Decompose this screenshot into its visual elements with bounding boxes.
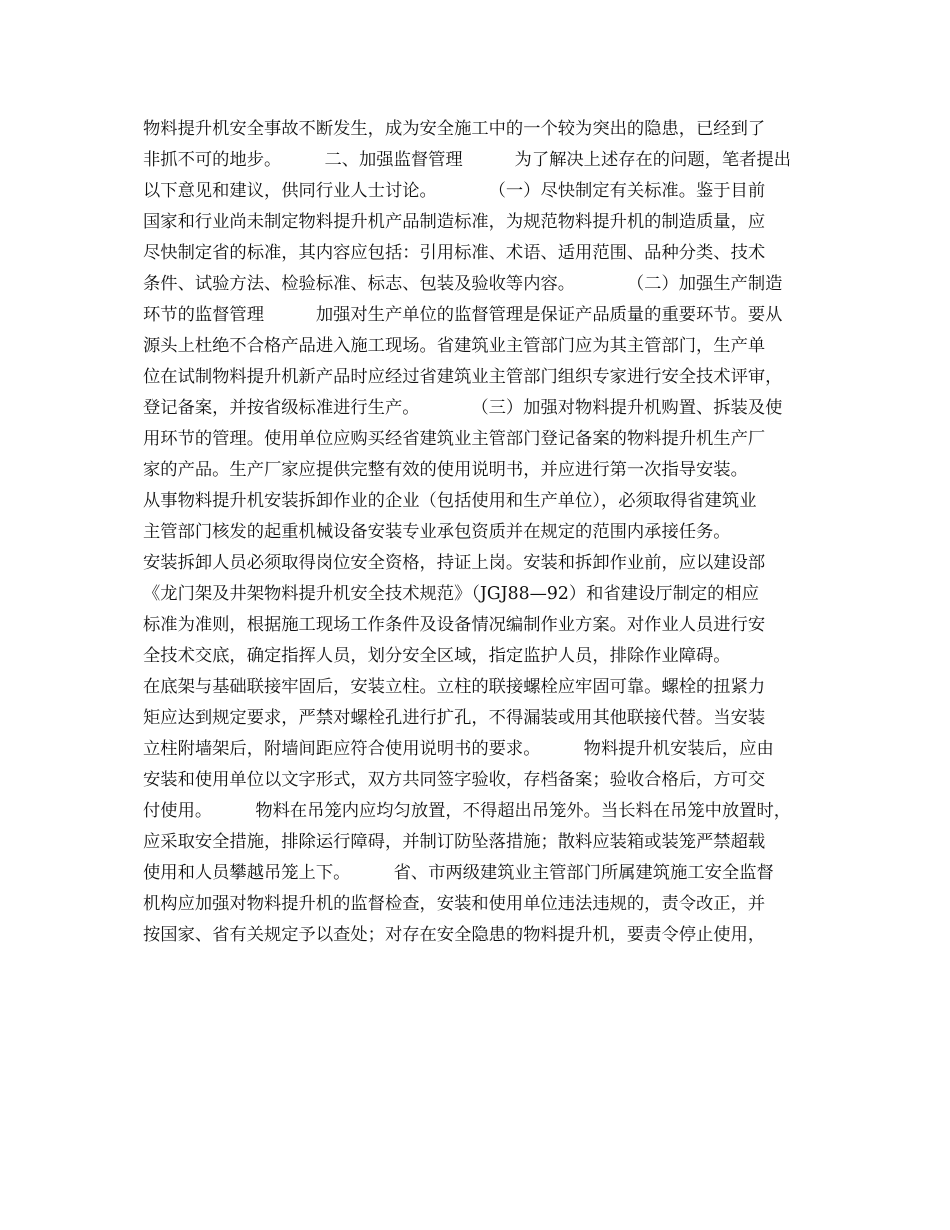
text-line: 国家和行业尚未制定物料提升机产品制造标准，为规范物料提升机的制造质量，应 — [143, 212, 766, 232]
text-line: 尽快制定省的标准，其内容应包括：引用标准、术语、适用范围、品种分类、技术 — [143, 243, 766, 263]
text-line: 全技术交底，确定指挥人员，划分安全区域，指定监护人员，排除作业障碍。 — [143, 646, 731, 666]
text-line: 主管部门核发的起重机械设备安装专业承包资质并在规定的范围内承接任务。 — [143, 522, 731, 542]
text-line: 源头上杜绝不合格产品进入施工现场。省建筑业主管部门应为其主管部门，生产单 — [143, 336, 766, 356]
text-line: 登记备案，并按省级标准进行生产。 （三）加强对物料提升机购置、拆装及使 — [143, 398, 783, 418]
text-line: 安装拆卸人员必须取得岗位安全资格，持证上岗。安装和拆卸作业前，应以建设部 — [143, 553, 766, 573]
body-text — [143, 114, 833, 951]
text-line: 付使用。 物料在吊笼内应均匀放置，不得超出吊笼外。当长料在吊笼中放置时， — [143, 801, 792, 821]
text-line: 环节的监督管理 加强对生产单位的监督管理是保证产品质量的重要环节。要从 — [143, 305, 783, 325]
text-line: 从事物料提升机安装拆卸作业的企业（包括使用和生产单位），必须取得省建筑业 — [143, 491, 757, 511]
text-line: 使用和人员攀越吊笼上下。 省、市两级建筑业主管部门所属建筑施工安全监督 — [143, 863, 774, 883]
text-line: 矩应达到规定要求，严禁对螺栓孔进行扩孔，不得漏装或用其他联接代替。当安装 — [143, 708, 766, 728]
text-line: 按国家、省有关规定予以查处；对存在安全隐患的物料提升机，要责令停止使用， — [143, 925, 766, 945]
text-line: 标准为准则，根据施工现场工作条件及设备情况编制作业方案。对作业人员进行安 — [143, 615, 766, 635]
text-line: 家的产品。生产厂家应提供完整有效的使用说明书，并应进行第一次指导安装。 — [143, 460, 748, 480]
text-line: 非抓不可的地步。 二、加强监督管理 为了解决上述存在的问题，笔者提出 — [143, 150, 792, 170]
text-line: 条件、试验方法、检验标准、标志、包装及验收等内容。 （二）加强生产制造 — [143, 274, 783, 294]
text-line: 物料提升机安全事故不断发生，成为安全施工中的一个较为突出的隐患，已经到了 — [143, 119, 766, 139]
text-line: 立柱附墙架后，附墙间距应符合使用说明书的要求。 物料提升机安装后，应由 — [143, 739, 774, 759]
text-line: 机构应加强对物料提升机的监督检查，安装和使用单位违法违规的，责令改正，并 — [143, 894, 766, 914]
text-line: 以下意见和建议，供同行业人士讨论。 （一）尽快制定有关标准。鉴于目前 — [143, 181, 766, 201]
text-line: 在底架与基础联接牢固后，安装立柱。立柱的联接螺栓应牢固可靠。螺栓的扭紧力 — [143, 677, 766, 697]
text-line: 安装和使用单位以文字形式，双方共同签字验收，存档备案；验收合格后，方可交 — [143, 770, 766, 790]
text-line: 用环节的管理。使用单位应购买经省建筑业主管部门登记备案的物料提升机生产厂 — [143, 429, 766, 449]
text-line: 《龙门架及井架物料提升机安全技术规范》（JGJ88—92）和省建设厅制定的相应 — [143, 584, 759, 604]
text-line: 位在试制物料提升机新产品时应经过省建筑业主管部门组织专家进行安全技术评审， — [143, 367, 783, 387]
text-line: 应采取安全措施，排除运行障碍，并制订防坠落措施；散料应装箱或装笼严禁超载 — [143, 832, 766, 852]
